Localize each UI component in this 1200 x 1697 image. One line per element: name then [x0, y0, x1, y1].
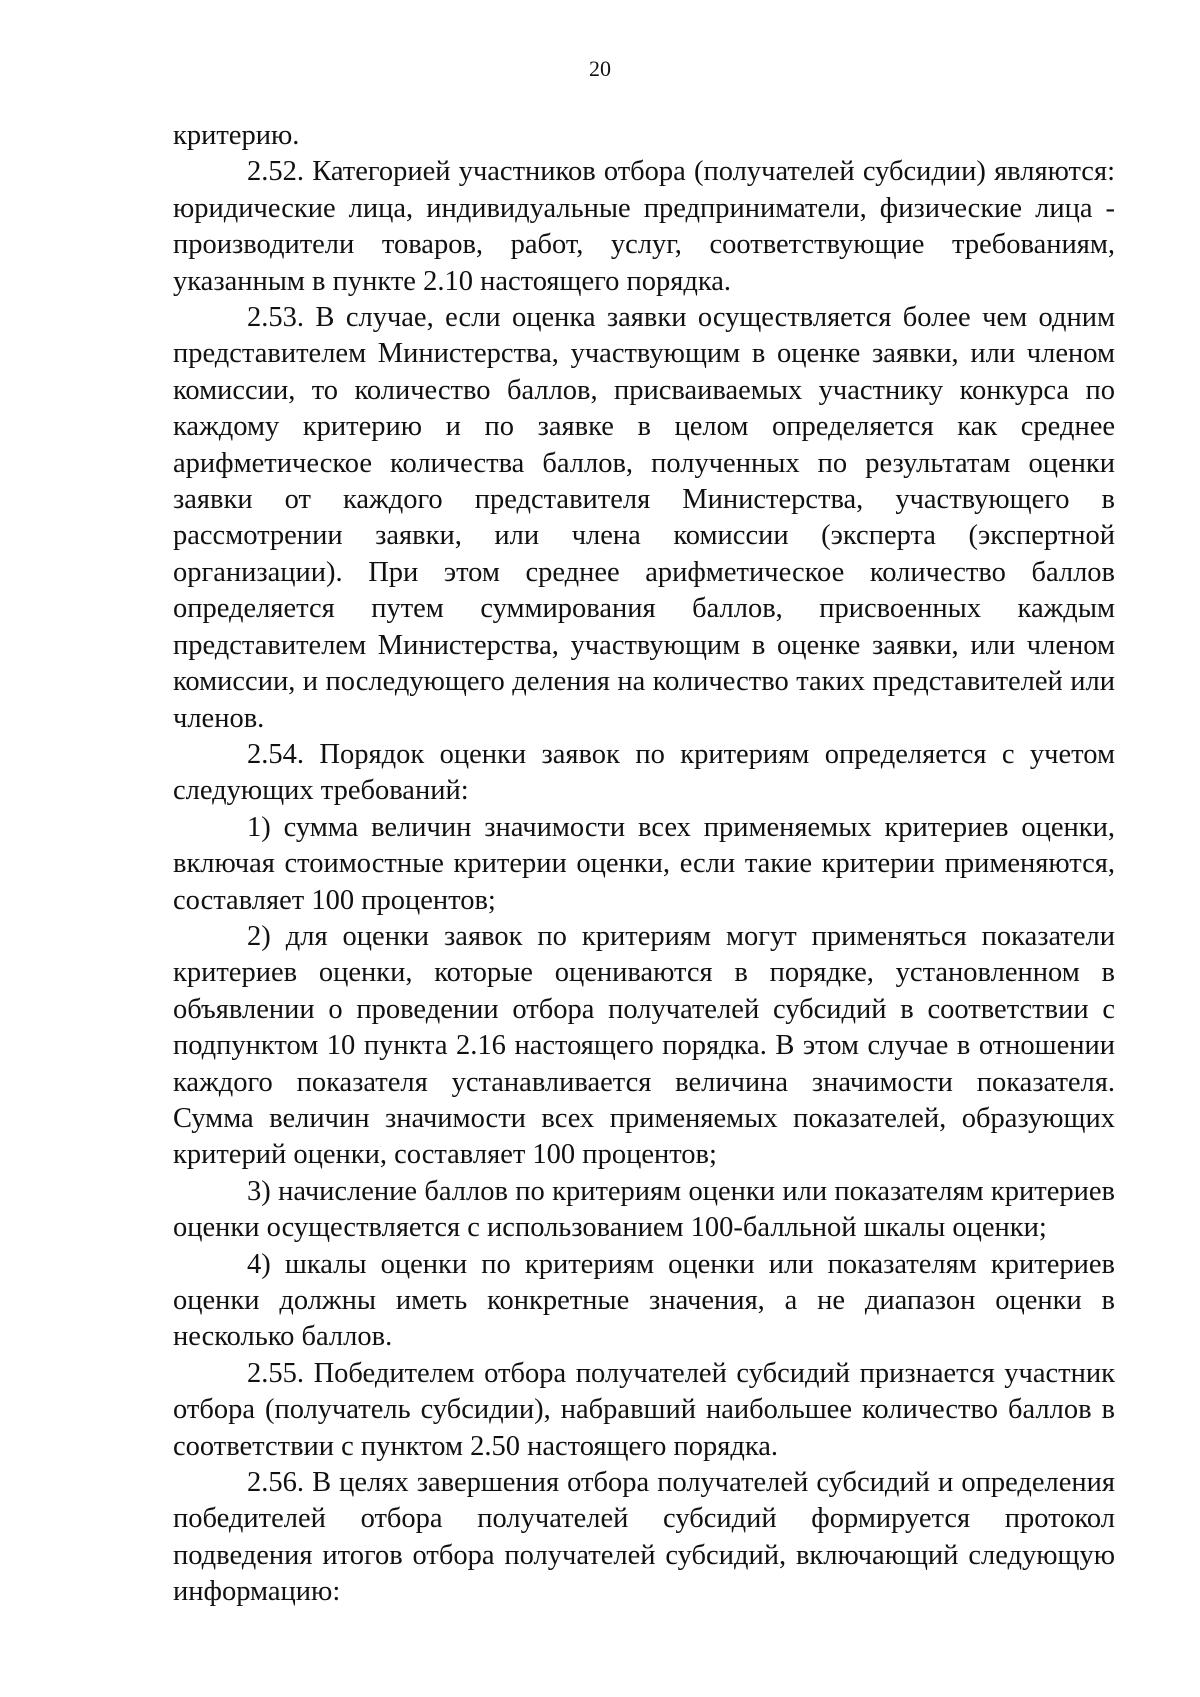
list-item-4: 4) шкалы оценки по критериям оценки или показателям критериев оценки должны иметь конкретные значения, а не диапазон оценки в несколько баллов.	[173, 1248, 1115, 1353]
list-item-2: 2) для оценки заявок по критериям могут применяться показатели критериев оценки, которые оцениваются в порядке, установленном в объявлении о проведении отбора получателей субсидий в соответствии с подпунктом 10 пункта 2.16 настоящего порядка. В этом случае в отношении каждого показателя устанавливается величина значимости показателя. Сумма величин значимости всех применяемых показателей, образующих критерий оценки, составляет 100 процентов;	[173, 920, 1115, 1171]
document-body	[173, 118, 1115, 1611]
paragraph-2-56: 2.56. В целях завершения отбора получателей субсидий и определения победителей отбора получателей субсидий формируется протокол подведения итогов отбора получателей субсидий, включающий следующую информацию:	[173, 1467, 1115, 1608]
paragraph-2-52: 2.52. Категорией участников отбора (получателей субсидии) являются: юридические лица, индивидуальные предприниматели, физические лица - производители товаров, работ, услуг, соответствующие требованиям, указанным в пункте 2.10 настоящего порядка.	[173, 156, 1115, 297]
list-item-3: 3) начисление баллов по критериям оценки или показателям критериев оценки осуществляется с использованием 100-балльной шкалы оценки;	[173, 1175, 1115, 1244]
page-number: 20	[589, 56, 611, 81]
paragraph-2-53: 2.53. В случае, если оценка заявки осуществляется более чем одним представителем Министерства, участвующим в оценке заявки, или членом комиссии, то количество баллов, присваиваемых участнику конкурса по каждому критерию и по заявке в целом определяется как среднее арифметическое количества баллов, полученных по результатам оценки заявки от каждого представителя Министерства, участвующего в рассмотрении заявки, или члена комиссии (эксперта (экспертной организации). При этом среднее арифметическое количество баллов определяется путем суммирования баллов, присвоенных каждым представителем Министерства, участвующим в оценке заявки, или членом комиссии, и последующего деления на количество таких представителей или членов.	[173, 302, 1115, 734]
list-item-1: 1) сумма величин значимости всех применяемых критериев оценки, включая стоимостные критерии оценки, если такие критерии применяются, составляет 100 процентов;	[173, 811, 1115, 916]
paragraph-2-55: 2.55. Победителем отбора получателей субсидий признается участник отбора (получатель субсидии), набравший наибольшее количество баллов в соответствии с пунктом 2.50 настоящего порядка.	[173, 1357, 1115, 1462]
paragraph-continuation: критерию.	[173, 120, 300, 151]
paragraph-2-54: 2.54. Порядок оценки заявок по критериям определяется с учетом следующих требований:	[173, 738, 1115, 807]
